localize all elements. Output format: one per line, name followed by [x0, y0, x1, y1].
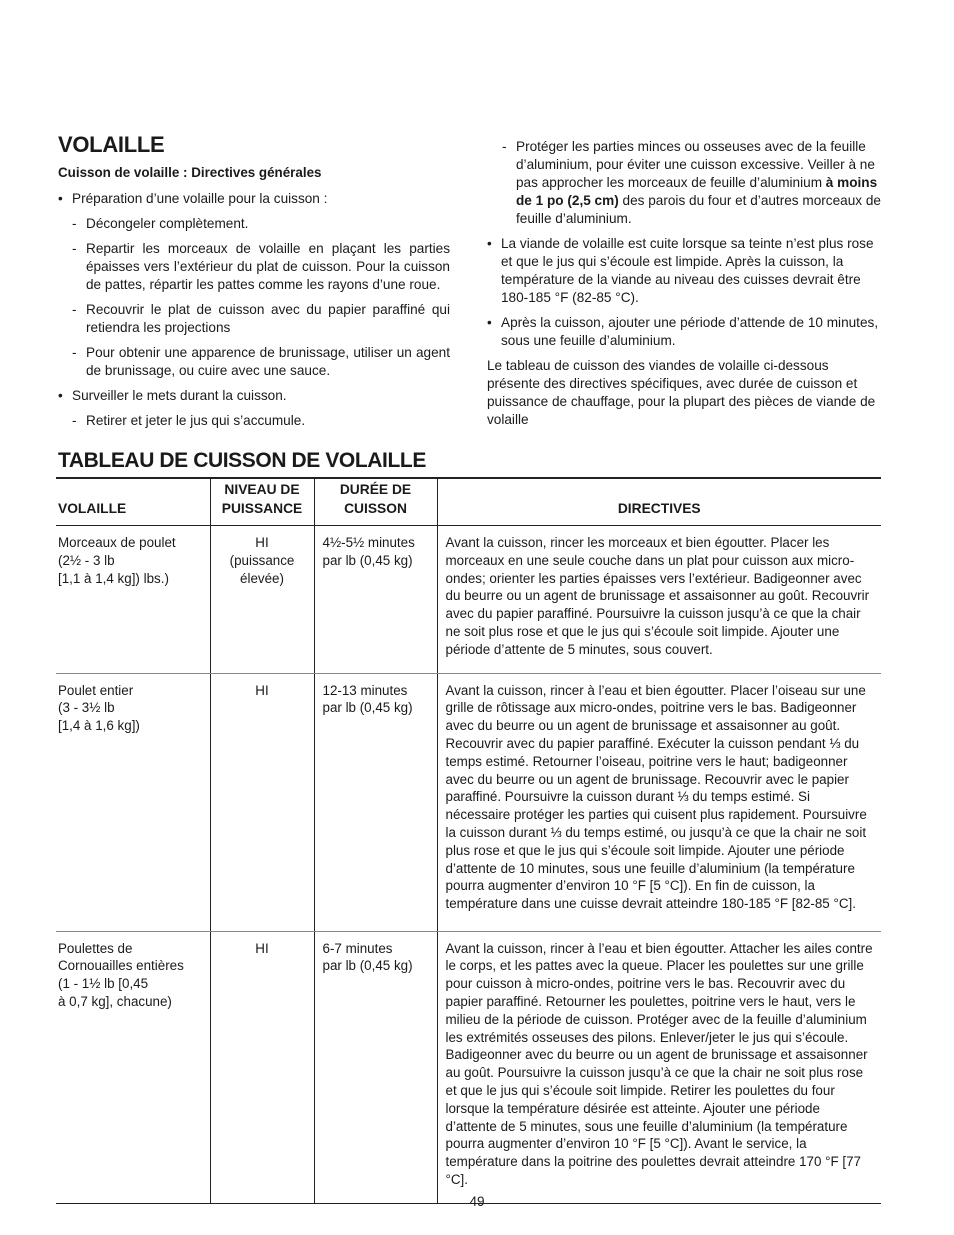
- cell-directives: Avant la cuisson, rincer à l’eau et bien égoutter. Placer l’oiseau sur une grille de rôtissage aux micro-ondes, poitrine vers le bas. Badigeonner avec du beurre ou un agent de brunissage et assaisonner au goût. Recouvrir avec du papier paraffiné. Exécuter la cuisson pendant ⅓ du temps estimé. Retourner l’oiseau, poitrine vers le haut; badigeonner avec du beurre ou un agent de brunissage. Recouvrir avec le papier paraffiné. Poursuivre la cuisson durant ⅓ du temps estimé. Si nécessaire protéger les parties qui cuisent plus rapidement. Poursuivre la cuisson durant ⅓ du temps estimé, ou jusqu’à ce que la chair ne soit plus rose et que le jus qui s’écoule soit limpide. Ajouter une période d’attente de 10 minutes, sous une feuille d’aluminium (la température pourra augmenter d’environ 10 °F [5 °C]). En fin de cuisson, la température dans une cuisse devrait atteindre 180-185 °F [82-85 °C].: [437, 673, 881, 931]
- cell-line: 4½-5½ minutes: [322, 535, 415, 550]
- page-number: 49: [469, 1194, 485, 1209]
- cell-line: par lb (0,45 kg): [322, 552, 413, 568]
- cell-line: par lb (0,45 kg): [322, 700, 413, 716]
- cell-line: (puissance: [229, 552, 295, 568]
- cell-line: à 0,7 kg], chacune): [58, 993, 172, 1009]
- header-puissance-line1: NIVEAU DE: [224, 482, 300, 497]
- cell-duree: [314, 931, 437, 1203]
- cell-line: (2½ - 3 lb: [58, 552, 115, 568]
- cell-line: élevée): [240, 570, 284, 586]
- cell-line: [1,4 à 1,6 kg]): [58, 718, 140, 734]
- list-item: • Surveiller le mets durant la cuisson.: [58, 387, 450, 405]
- section-title: VOLAILLE: [58, 132, 165, 157]
- header-duree: [314, 477, 437, 526]
- cell-line: Poulet entier: [58, 682, 134, 698]
- header-puissance-line2: PUISSANCE: [221, 501, 303, 516]
- cooking-table: [56, 477, 881, 1204]
- header-duree-line2: CUISSON: [344, 501, 407, 516]
- cell-volaille: [56, 526, 210, 674]
- cell-line: (3 - 3½ lb: [58, 700, 115, 716]
- cell-directives: Avant la cuisson, rincer les morceaux et bien égoutter. Placer les morceaux en une seule couche dans un plat pour cuisson aux micro-ondes; orienter les parties épaisses vers l’extérieur. Badigeonner avec du beurre ou un agent de brunissage et assaisonner au goût. Recouvrir avec du papier paraffiné. Poursuivre la cuisson jusqu’à ce que la chair ne soit plus rose et que le jus qui s’écoule soit limpide. Ajouter une période d’attente de 5 minutes, sous couvert.: [437, 526, 881, 674]
- header-puissance: [210, 477, 314, 526]
- cell-line: [1,1 à 1,4 kg]) lbs.): [58, 570, 169, 586]
- cell-puissance: [210, 931, 314, 1203]
- list-item: • Préparation d’une volaille pour la cuisson :: [58, 190, 450, 208]
- cell-directives: Avant la cuisson, rincer à l’eau et bien égoutter. Attacher les ailes contre le corps, et les pattes avec la queue. Placer les poulettes sur une grille pour cuisson à micro-ondes, poitrine vers le bas. Recouvrir avec du papier paraffiné. Retourner les poulettes, poitrine vers le haut, vers le milieu de la période de cuisson. Protéger avec de la feuille d’aluminium les extrémités osseuses des pilons. Enlever/jeter le jus qui s’écoule. Badigeonner avec du beurre ou un agent de brunissage et assaisonner au goût. Poursuivre la cuisson jusqu’à ce que la chair ne soit plus rose et que le jus qui s’écoule soit limpide. Retirer les poulettes du four lorsque la température désirée est atteinte. Ajouter une période d’attente de 5 minutes, sous une feuille d’aluminium (la température pourra augmenter d’environ 10 °F [5 °C]). Avant le service, la température dans la poitrine des poulettes devrait atteindre 170 °F [77 °C].: [437, 931, 881, 1203]
- cell-line: Cornouailles entières: [58, 958, 184, 974]
- cell-duree: [314, 673, 437, 931]
- right-column: [487, 138, 881, 429]
- cell-puissance: [210, 526, 314, 674]
- section-subtitle: Cuisson de volaille : Directives générales: [58, 165, 322, 180]
- foil-distance-bold: à moins de 1 po (2,5 cm): [516, 175, 878, 208]
- header-duree-line1: DURÉE DE: [339, 482, 412, 497]
- list-item: - Repartir les morceaux de volaille en plaçant les parties épaisses vers l’extérieur du plat de cuisson. Pour la cuisson de pattes, répartir les pattes comme les rayons d’une roue.: [58, 240, 450, 294]
- table-title: TABLEAU DE CUISSON DE VOLAILLE: [58, 449, 426, 472]
- left-column: [58, 132, 450, 437]
- list-item: • Après la cuisson, ajouter une période d’attende de 10 minutes, sous une feuille d’aluminium.: [487, 314, 881, 350]
- cell-duree: [314, 526, 437, 674]
- table-row: [56, 673, 881, 931]
- intro-paragraph: Le tableau de cuisson des viandes de volaille ci-dessous présente des directives spécifiques, avec durée de cuisson et puissance de chauffage, pour la plupart des pièces de viande de volaille: [487, 358, 876, 427]
- cell-line: 12-13 minutes: [322, 682, 408, 698]
- header-volaille: VOLAILLE: [56, 477, 210, 526]
- cell-volaille: [56, 931, 210, 1203]
- cell-puissance: [210, 673, 314, 931]
- cell-line: Morceaux de poulet: [58, 535, 176, 550]
- cell-line: Poulettes de: [58, 940, 133, 956]
- table-row: [56, 931, 881, 1203]
- cell-line: 6-7 minutes: [322, 940, 393, 956]
- cell-line: par lb (0,45 kg): [322, 958, 413, 974]
- cell-volaille: [56, 673, 210, 931]
- list-item: • La viande de volaille est cuite lorsque sa teinte n’est plus rose et que le jus qui s’écoule est limpide. Après la cuisson, la température de la viande au niveau des cuisses devrait être 180-185 °F (82-85 °C).: [487, 235, 881, 307]
- table-header-row: [56, 477, 881, 526]
- cell-line: HI: [255, 940, 269, 956]
- list-item: - Pour obtenir une apparence de brunissage, utiliser un agent de brunissage, ou cuire avec une sauce.: [58, 344, 450, 380]
- header-directives: DIRECTIVES: [437, 477, 881, 526]
- foil-text-before: Protéger les parties minces ou osseuses avec de la feuille d’aluminium, pour éviter une cuisson excessive. Veiller à ne pas approcher les morceaux de feuille d’aluminium: [516, 139, 875, 190]
- foil-text-after: des parois du four et d’autres morceaux de feuille d’aluminium.: [516, 193, 881, 226]
- table-row: [56, 526, 881, 674]
- cell-line: HI: [255, 535, 269, 550]
- cell-line: (1 - 1½ lb [0,45: [58, 976, 149, 992]
- list-item: - Décongeler complètement.: [58, 215, 450, 233]
- list-item: - Retirer et jeter le jus qui s’accumule.: [58, 412, 450, 430]
- list-item: [487, 138, 881, 228]
- list-item: - Recouvrir le plat de cuisson avec du papier paraffiné qui retiendra les projections: [58, 301, 450, 337]
- cell-line: HI: [255, 682, 269, 698]
